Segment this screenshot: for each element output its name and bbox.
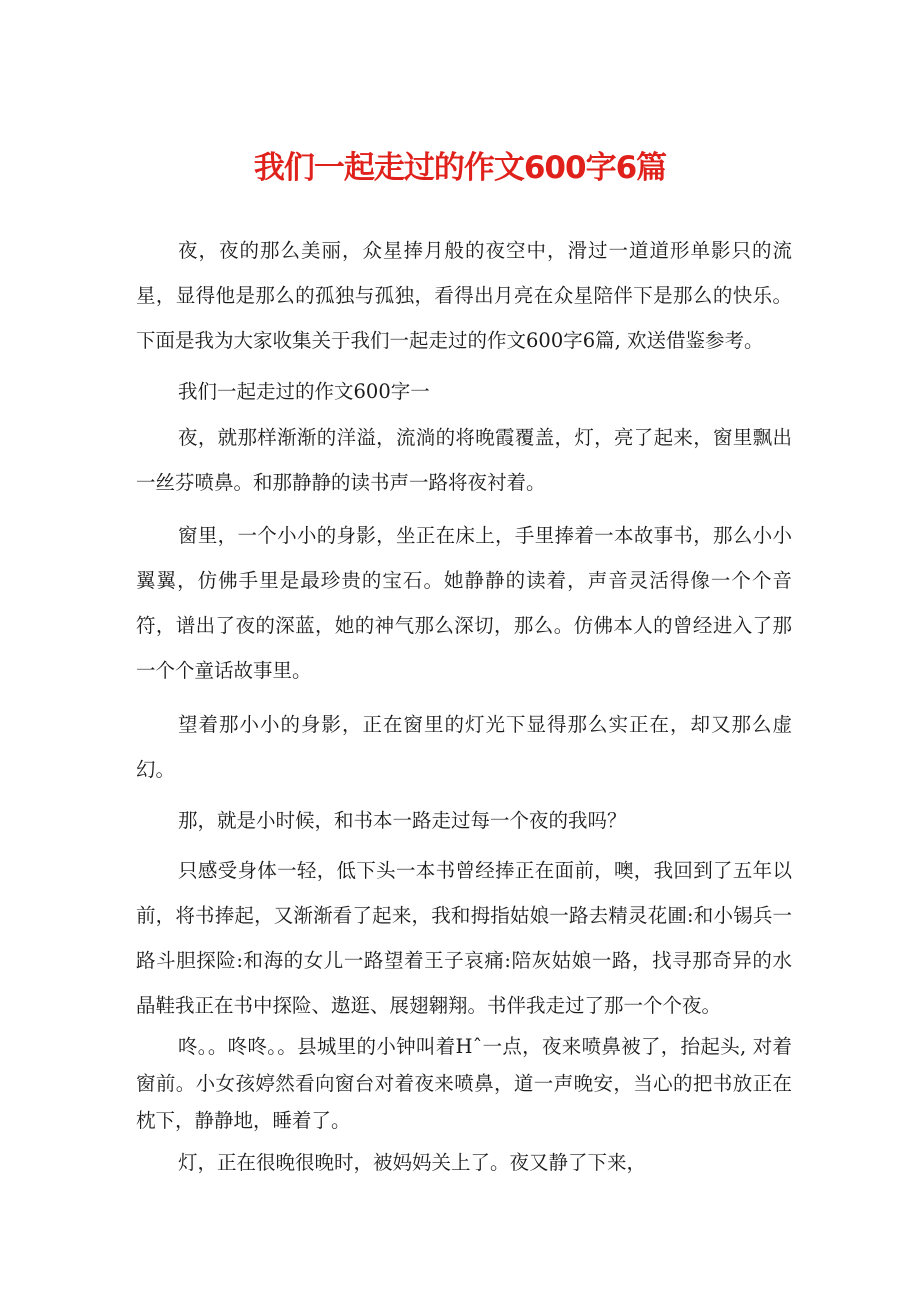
- document-title: 我们一起走过的作文600字6篇: [253, 150, 667, 186]
- paragraph-intro: 夜，夜的那么美丽，众星捧月般的夜空中，滑过一道道形单影只的流星，显得他是那么的孤独与孤独，看得出月亮在众星陪伴下是那么的快乐。下面是我为大家收集关于我们一起走过的作文600字6篇, 欢送借鉴参考。: [136, 239, 792, 352]
- paragraph-lamp: 灯，正在很晚很晚时，被妈妈关上了。夜又静了下来，: [178, 1151, 647, 1174]
- paragraph-gaze: 望着那小小的身影，正在窗里的灯光下显得那么实正在，却又那么虚幻。: [136, 713, 792, 781]
- paragraph-childhood: 那，就是小时候，和书本一路走过每一个夜的我吗？: [178, 809, 627, 832]
- paragraph-night: 夜，就那样渐渐的洋溢，流淌的将晚霞覆盖，灯，亮了起来，窗里飘出一丝芬喷鼻。和那静静的读书声一路将夜衬着。: [136, 426, 792, 494]
- paragraph-window: 窗里，一个小小的身影，坐正在床上，手里捧着一本故事书，那么小小翼翼，仿佛手里是最珍贵的宝石。她静静的读着，声音灵活得像一个个音符，谱出了夜的深蓝，她的神气那么深切，那么。仿佛本人的曾经进入了那一个个童话故事里。: [136, 524, 792, 682]
- section-heading: 我们一起走过的作文600字一: [178, 380, 430, 403]
- paragraph-reading: 只感受身体一轻，低下头一本书曾经捧正在面前，噢，我回到了五年以前，将书捧起，又渐渐看了起来，我和拇指姑娘一路去精灵花圃:和小锡兵一路斗胆探险:和海的女儿一路望着王子哀痛:陪灰姑娘一路，找寻那奇异的水晶鞋我正在书中探险、遨逛、展翅翱翔。书伴我走过了那一个个夜。: [136, 859, 792, 1017]
- paragraph-clock: 咚。。咚咚。。县城里的小钟叫着Hˆ一点，夜来喷鼻被了，抬起头, 对着窗前。小女孩婷然看向窗台对着夜来喷鼻，道一声晚安，当心的把书放正在枕下，静静地，睡着了。: [136, 1035, 792, 1132]
